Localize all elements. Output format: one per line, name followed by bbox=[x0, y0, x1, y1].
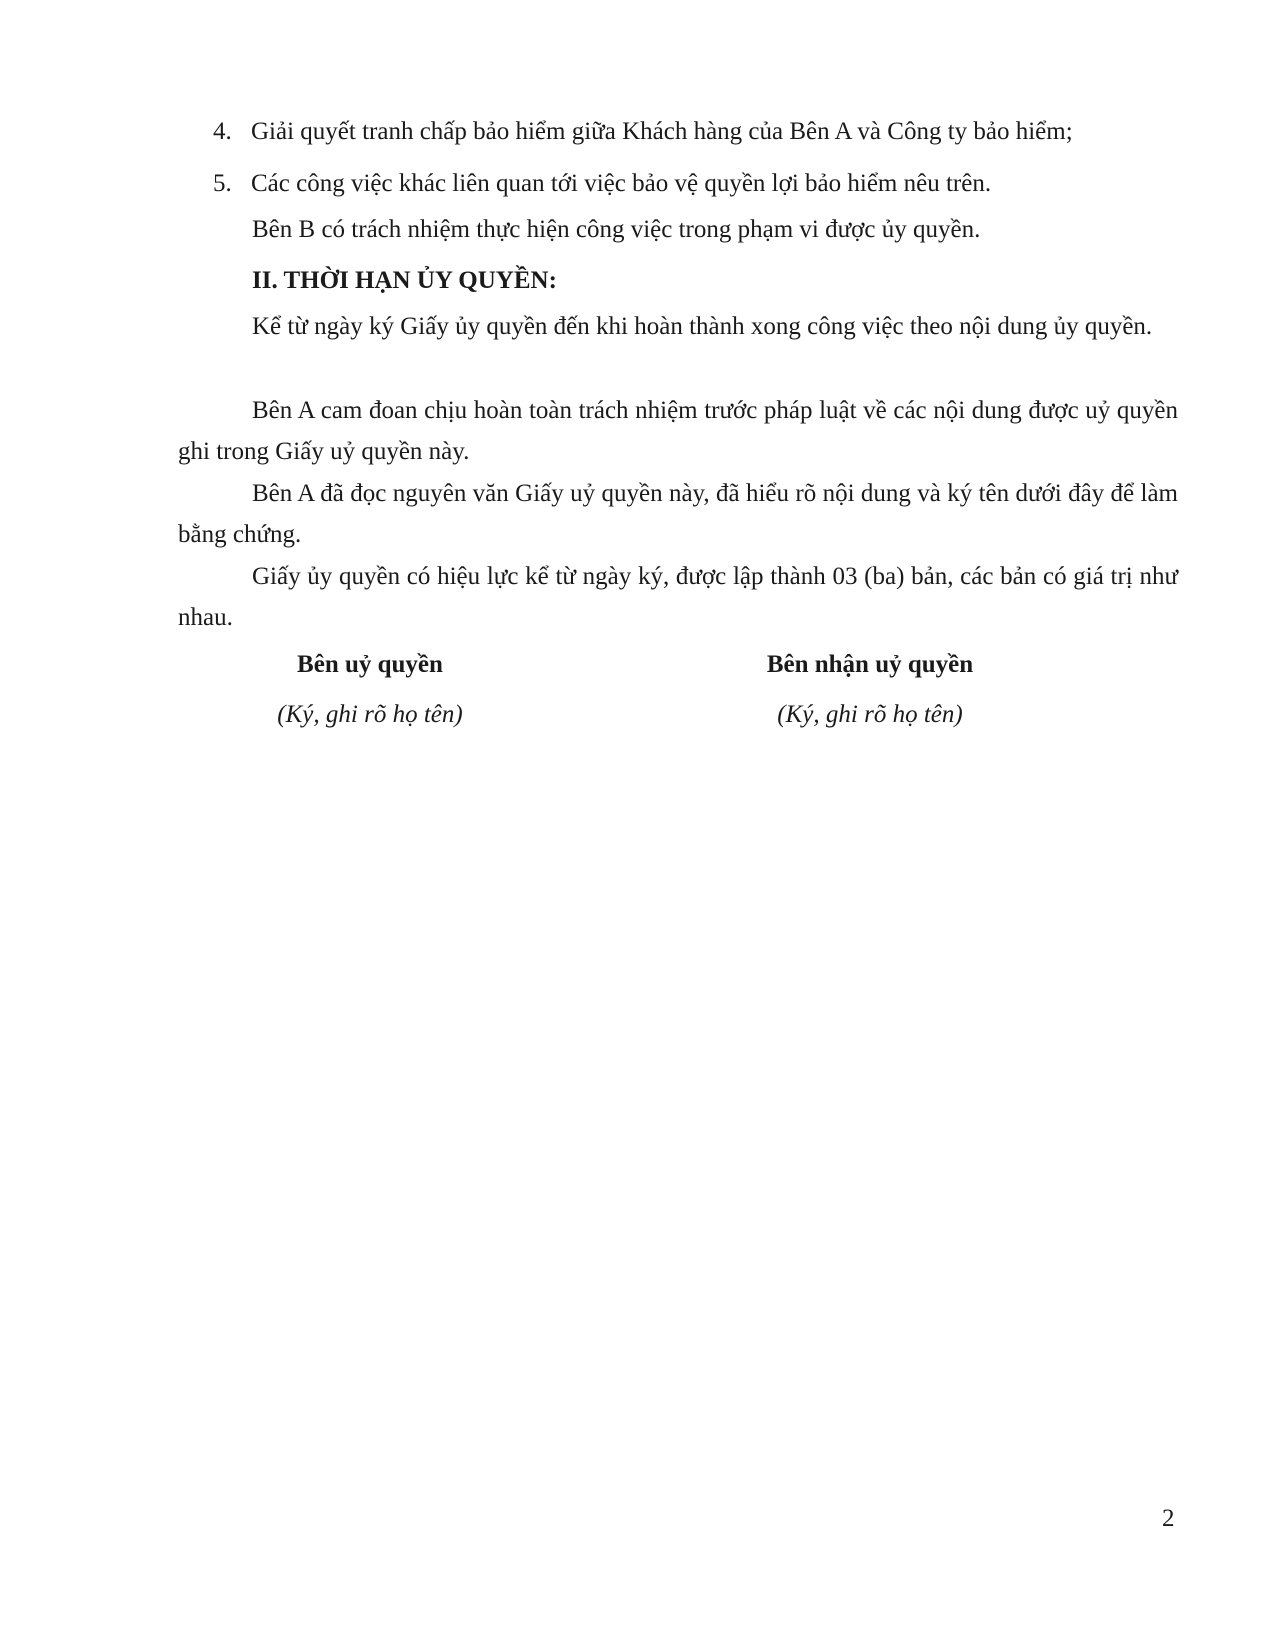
paragraph-commitment: Bên A cam đoan chịu hoàn toàn trách nhiệm trước pháp luật về các nội dung được uỷ quyền ghi trong Giấy uỷ quyền này. bbox=[178, 397, 1178, 465]
list-number: 5. bbox=[213, 170, 232, 197]
section-heading: II. THỜI HẠN ỦY QUYỀN: bbox=[252, 267, 557, 294]
paragraph-acknowledgement: Bên A đã đọc nguyên văn Giấy uỷ quyền này, đã hiểu rõ nội dung và ký tên dưới đây để làm bằng chứng. bbox=[178, 480, 1178, 548]
list-text: Các công việc khác liên quan tới việc bảo vệ quyền lợi bảo hiểm nêu trên. bbox=[251, 170, 992, 197]
signature-left-title: Bên uỷ quyền bbox=[297, 651, 443, 678]
paragraph-term: Kể từ ngày ký Giấy ủy quyền đến khi hoàn thành xong công việc theo nội dung ủy quyền. bbox=[252, 313, 1153, 340]
responsibility-line: Bên B có trách nhiệm thực hiện công việc trong phạm vi được ủy quyền. bbox=[252, 216, 981, 243]
list-item-4 bbox=[213, 113, 1193, 151]
signature-left-note: (Ký, ghi rõ họ tên) bbox=[277, 701, 463, 728]
list-number: 4. bbox=[213, 118, 232, 145]
signature-right-title: Bên nhận uỷ quyền bbox=[766, 651, 974, 678]
paragraph-validity: Giấy ủy quyền có hiệu lực kể từ ngày ký, được lập thành 03 (ba) bản, các bản có giá trị như nhau. bbox=[178, 563, 1178, 631]
signature-right-note: (Ký, ghi rõ họ tên) bbox=[777, 701, 963, 728]
page-number: 2 bbox=[1162, 1505, 1175, 1532]
list-text: Giải quyết tranh chấp bảo hiểm giữa Khách hàng của Bên A và Công ty bảo hiểm; bbox=[251, 118, 1073, 145]
list-item-5 bbox=[213, 165, 1193, 203]
